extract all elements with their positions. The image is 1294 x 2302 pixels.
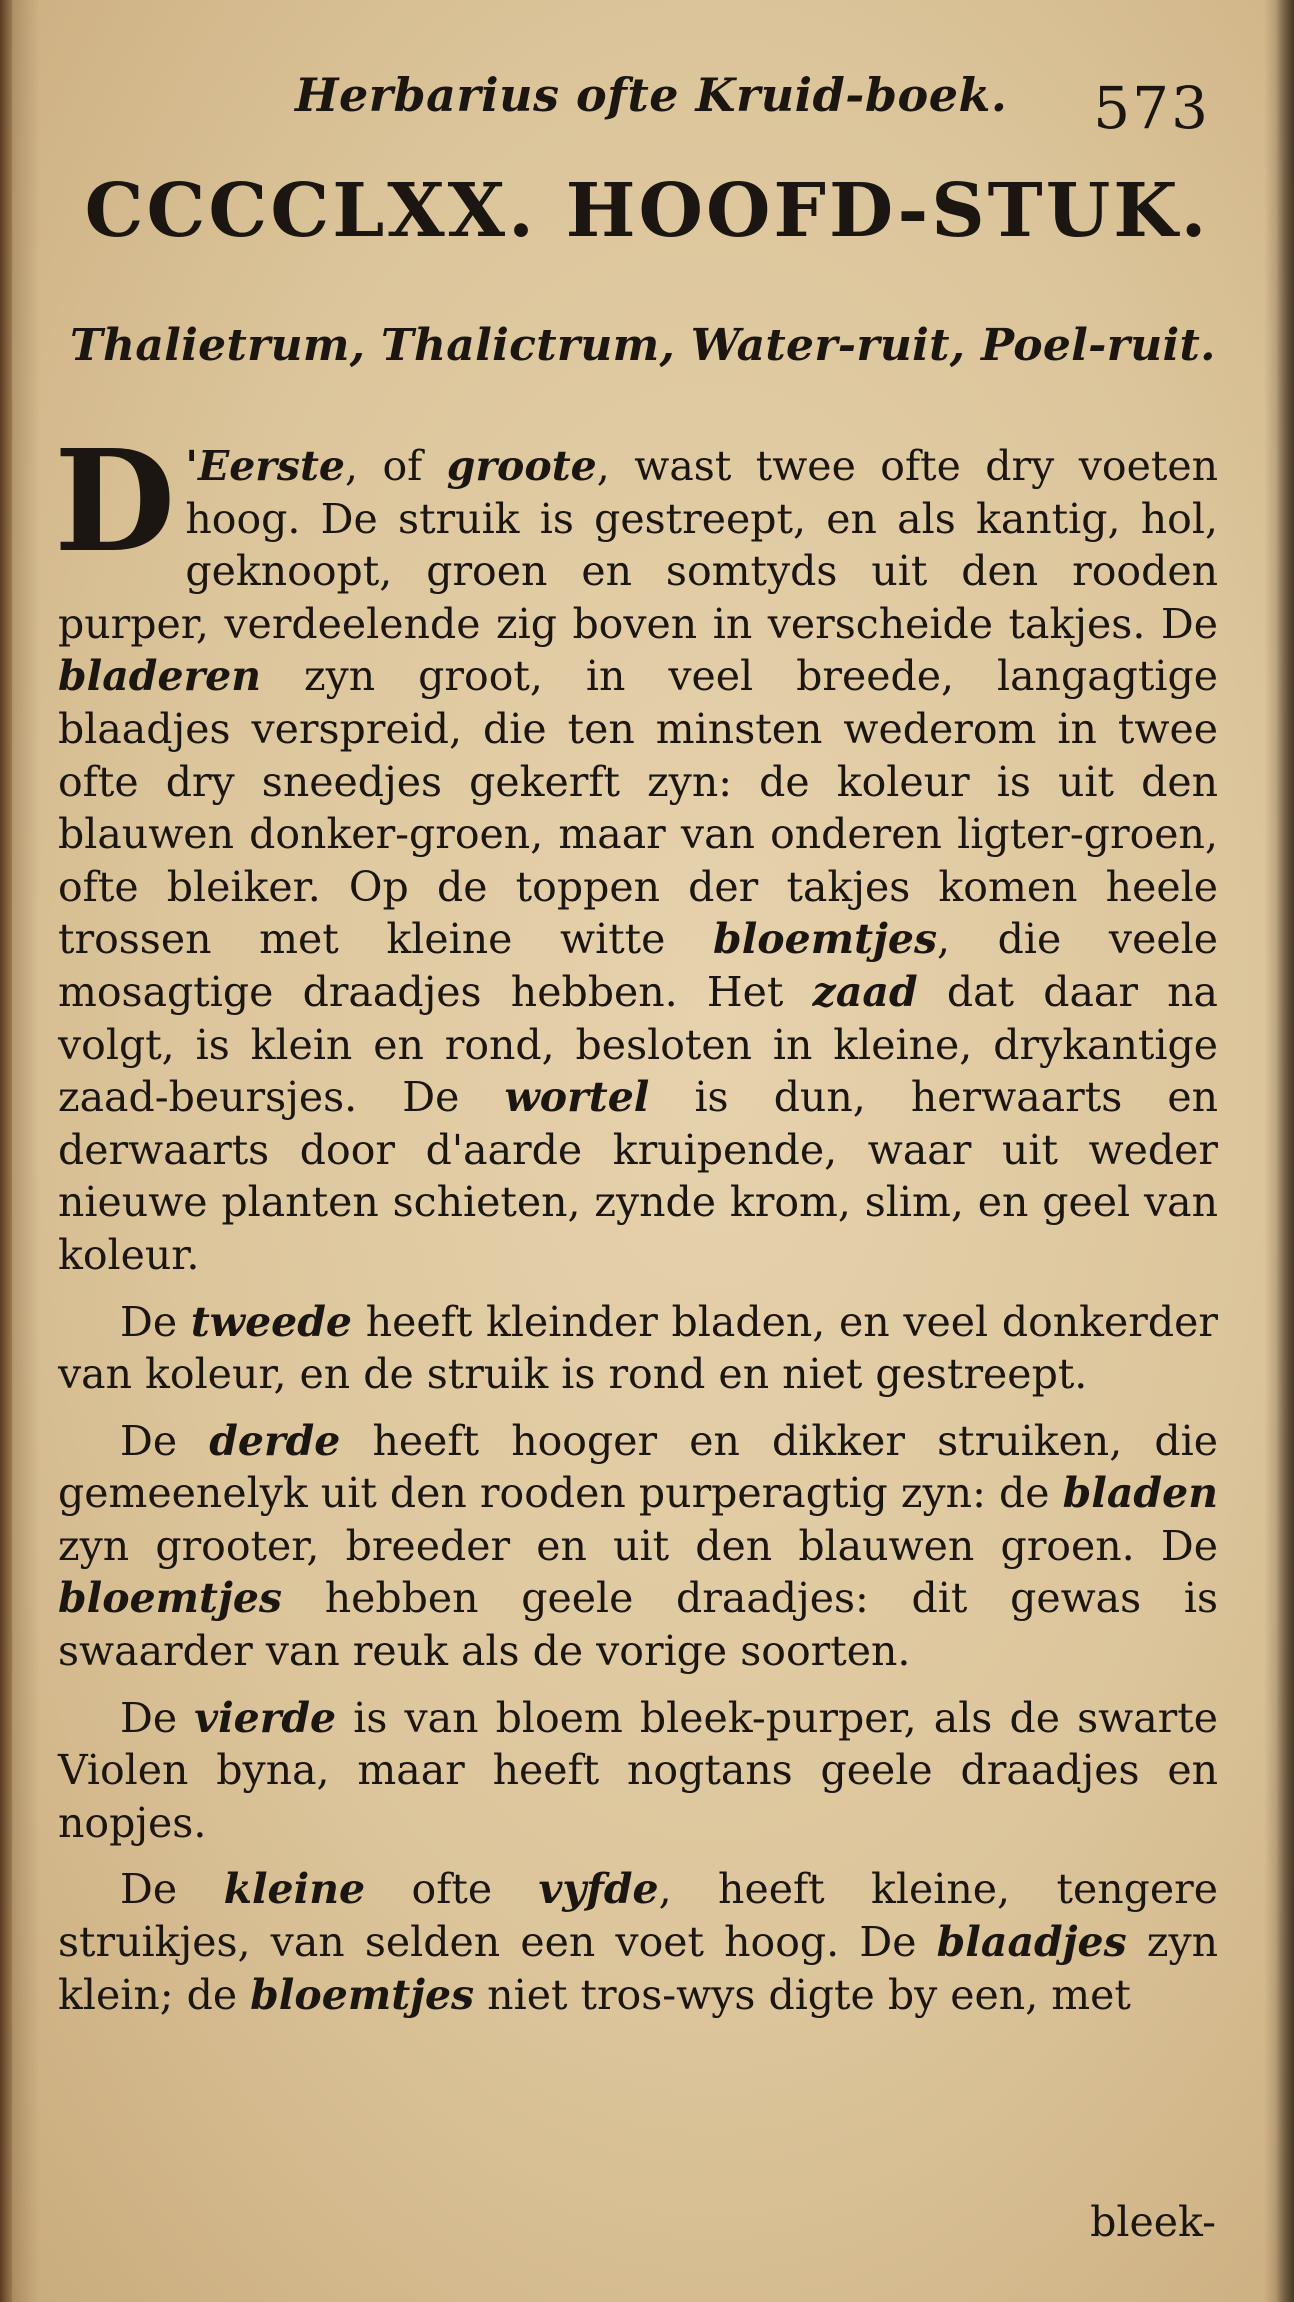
- italic-term: bloemtjes: [250, 1970, 475, 2019]
- text-run: dat daar na volgt, is klein en rond, besloten in kleine, drykantige zaad-beursjes. De: [58, 967, 1218, 1122]
- catchword: bleek-: [1090, 2198, 1216, 2246]
- italic-term: 'Eerste: [185, 442, 346, 490]
- page-header: [60, 60, 1220, 140]
- text-run: De: [120, 1416, 210, 1465]
- running-head: Herbarius ofte Kruid-boek.: [295, 68, 1008, 122]
- text-run: heeft kleinder bladen, en veel donkerder van koleur, en de struik is rond en niet gestreept.: [58, 1297, 1218, 1399]
- binding-edge: [0, 0, 12, 2302]
- text-run: is dun, herwaarts en derwaarts door d'aarde kruipende, waar uit weder nieuwe planten schieten, zynde krom, slim, en geel van koleur.: [58, 1073, 1218, 1279]
- chapter-title: CCCCLXX. HOOFD-STUK.: [84, 168, 1210, 254]
- page-number: 573: [1093, 74, 1210, 142]
- drop-cap: D: [54, 420, 176, 584]
- italic-term: bloemtjes: [58, 1574, 282, 1623]
- italic-term: derde: [209, 1416, 341, 1465]
- italic-term: wortel: [504, 1073, 650, 1122]
- text-run: De: [120, 1297, 191, 1346]
- italic-term: bladen: [1062, 1469, 1218, 1518]
- text-run: , heeft kleine, tengere struikjes, van selden een voet hoog. De: [58, 1865, 1219, 1967]
- italic-term: blaadjes: [936, 1918, 1127, 1967]
- text-run: ofte: [365, 1865, 539, 1914]
- text-run: , of: [345, 442, 447, 490]
- paragraph: [58, 1692, 1218, 1850]
- text-run: niet tros-wys digte by een, met: [474, 1970, 1131, 2019]
- text-run: hebben geele draadjes: dit gewas is swaarder van reuk als de vorige soorten.: [58, 1574, 1218, 1676]
- text-run: zyn klein; de: [58, 1918, 1219, 2019]
- text-run: zyn grooter, breeder en uit den blauwen groen. De: [58, 1521, 1218, 1570]
- italic-term: groote: [446, 442, 597, 490]
- italic-term: bloemtjes: [713, 915, 938, 964]
- page-edge: [1276, 0, 1294, 2302]
- italic-term: tweede: [190, 1297, 353, 1346]
- text-run: De: [120, 1693, 195, 1742]
- italic-term: zaad: [812, 967, 918, 1016]
- text-run: , wast twee ofte dry voeten hoog. De struik is gestreept, en als kantig, hol, geknoopt, groen en somtyds uit den rooden purper, verdeelende zig boven in verscheide takjes. De: [58, 442, 1218, 648]
- text-run: zyn groot, in veel breede, langagtige blaadjes verspreid, die ten minsten wederom in twee ofte dry sneedjes gekerft zyn: de koleur is uit den blauwen donker-groen, maar van onderen ligter-groen, ofte bleiker. Op de toppen der takjes komen heele trossen met kleine witte: [58, 652, 1218, 964]
- paragraph: [58, 1415, 1218, 1678]
- text-run: , die veele mosagtige draadjes hebben. Het: [58, 915, 1218, 1016]
- body-text: [54, 420, 1219, 2035]
- text-run: De: [120, 1865, 224, 1914]
- italic-term: kleine: [223, 1865, 366, 1914]
- italic-term: bladeren: [58, 652, 262, 701]
- plant-names: Thalietrum, Thalictrum, Water-ruit, Poel-ruit.: [70, 320, 1216, 371]
- paragraph: [58, 1863, 1218, 2021]
- italic-term: vierde: [194, 1693, 337, 1742]
- text-run: is van bloem bleek-purper, als de swarte Violen byna, maar heeft nogtans geele draadjes en nopjes.: [58, 1693, 1218, 1847]
- paragraph: [58, 1296, 1218, 1401]
- italic-term: vyfde: [538, 1865, 659, 1914]
- paragraph: [54, 420, 1218, 1282]
- text-run: heeft hooger en dikker struiken, die gemeenelyk uit den rooden purperagtig zyn: de: [58, 1416, 1218, 1518]
